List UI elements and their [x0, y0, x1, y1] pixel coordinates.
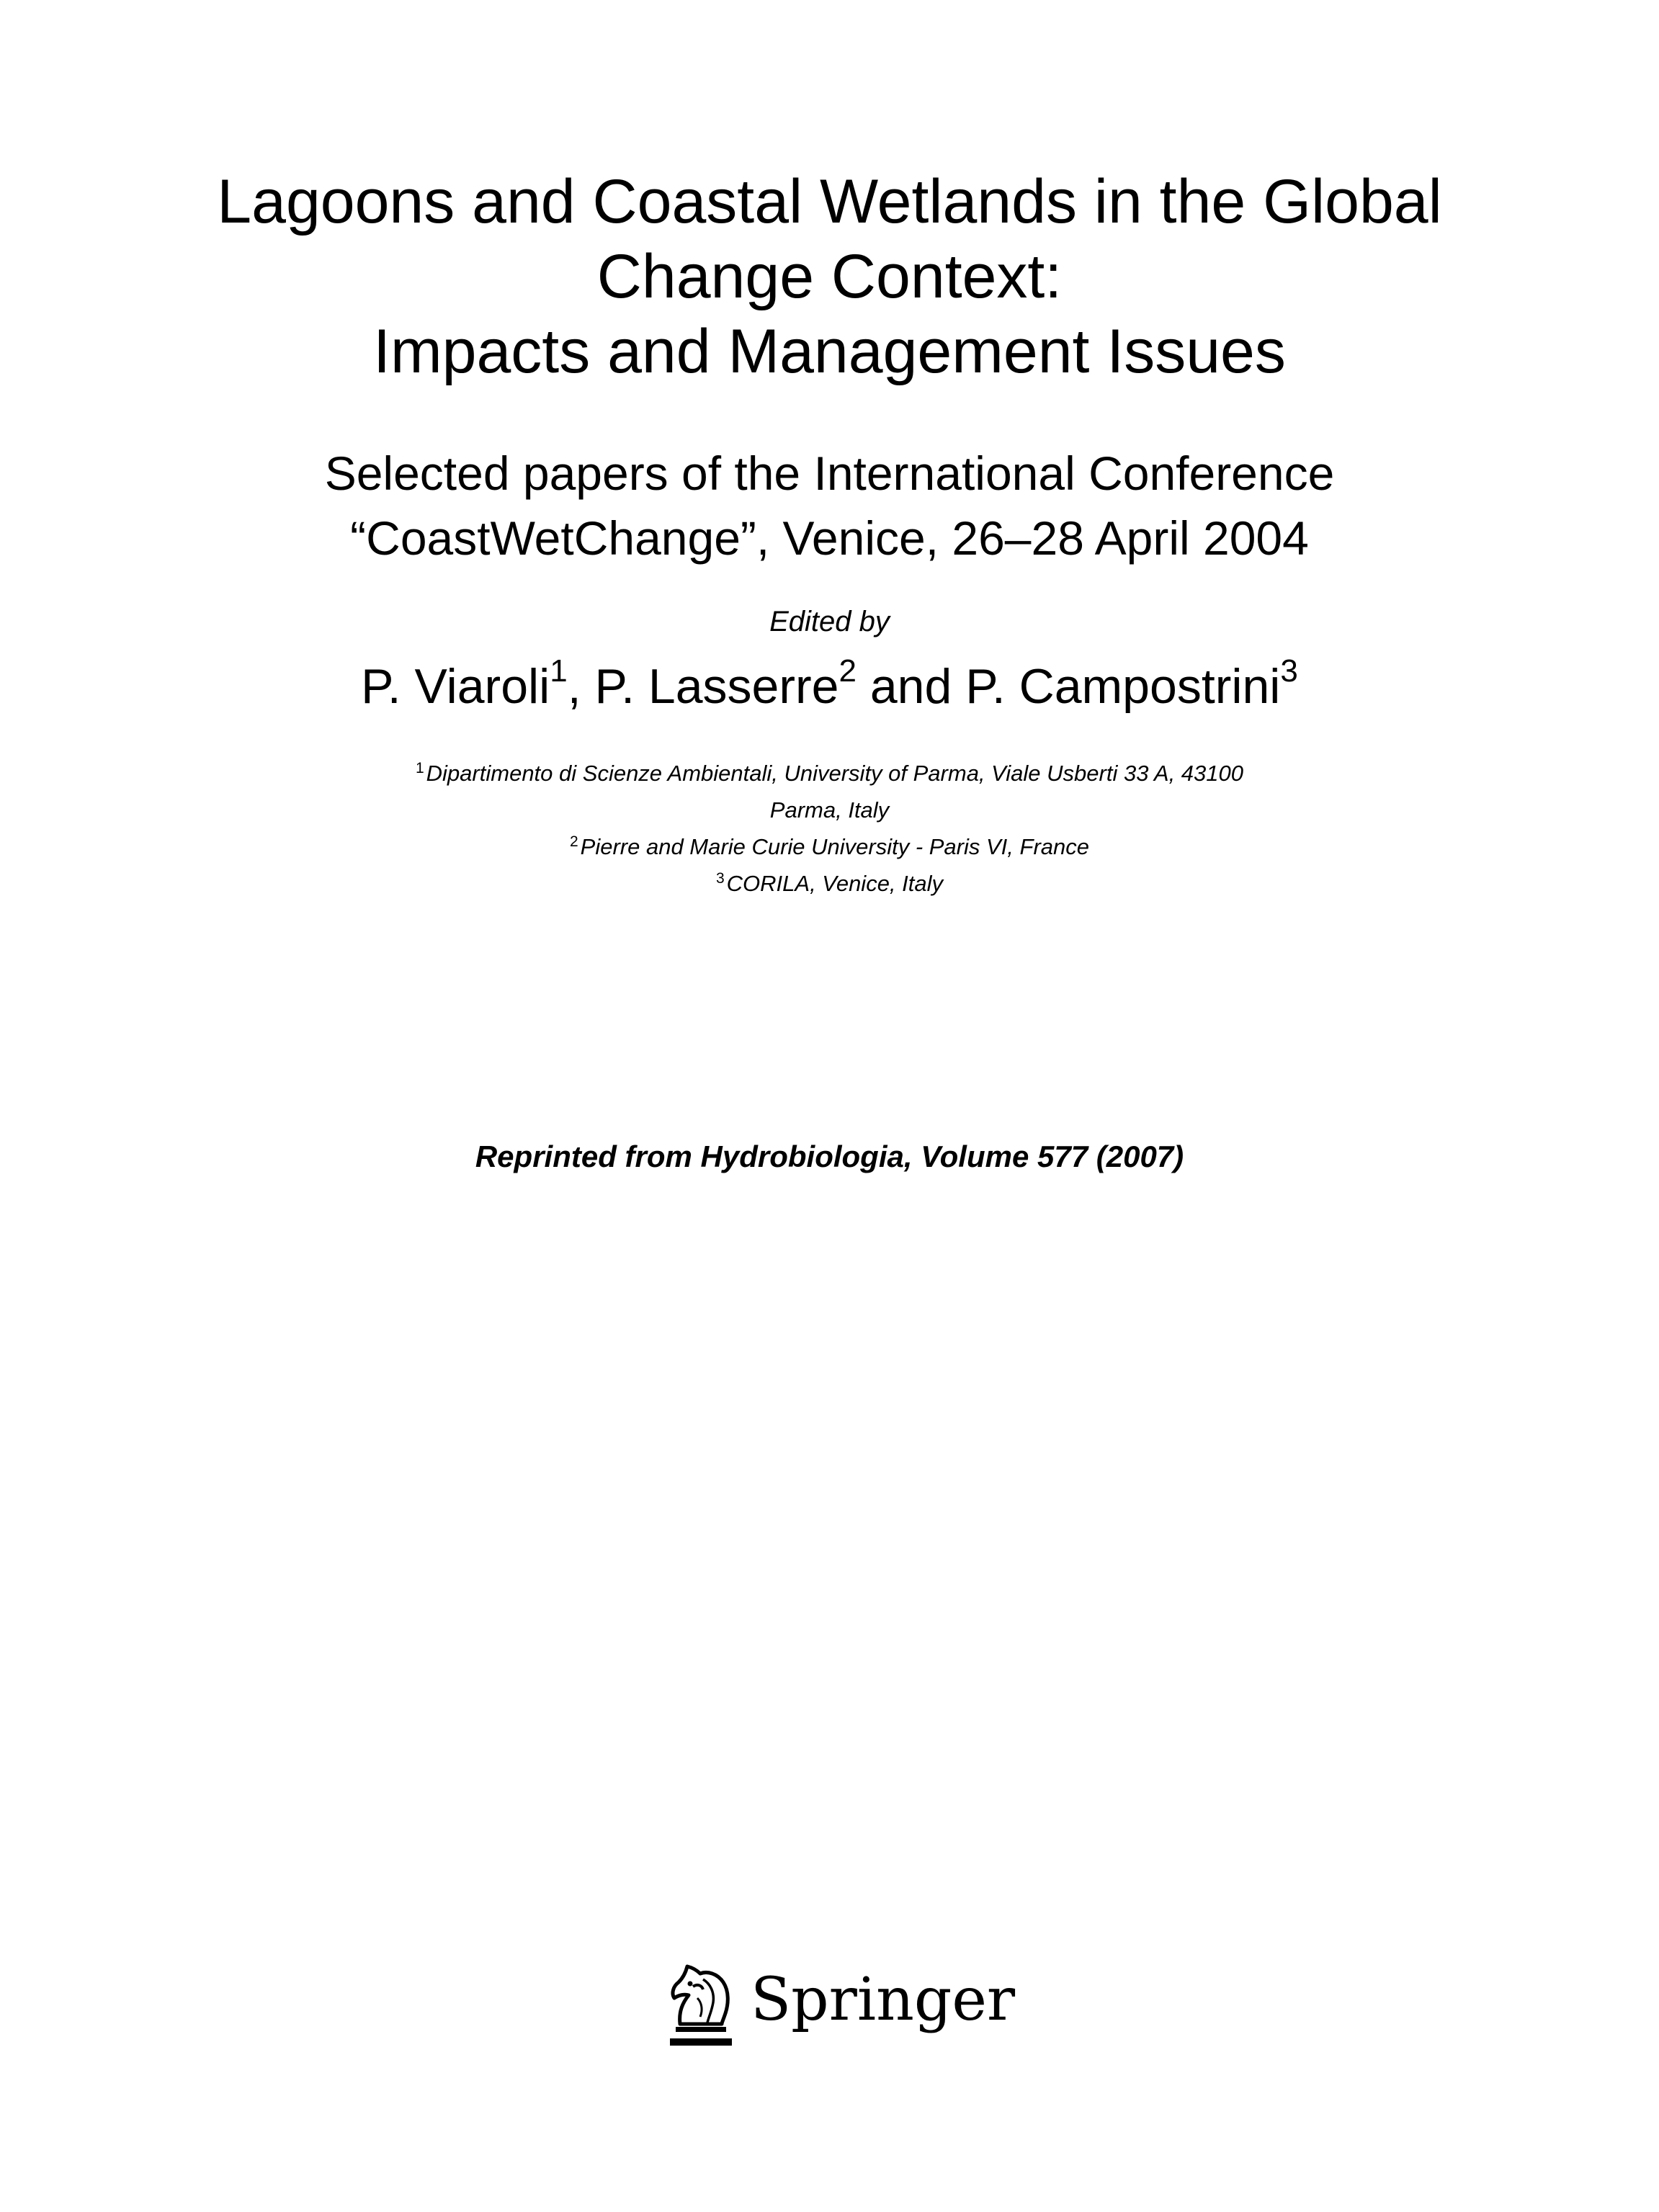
springer-knight-icon [660, 1958, 739, 2050]
book-title-line-3: Impacts and Management Issues [373, 317, 1286, 386]
editor-affiliation-mark: 3 [1280, 653, 1298, 689]
affiliation-mark: 3 [715, 869, 725, 887]
editor-separator: , [567, 659, 581, 714]
editor-affiliation-mark: 1 [550, 653, 568, 689]
affiliation-text: Dipartimento di Scienze Ambientali, University of Parma, Viale Usberti 33 A, 43100 [426, 761, 1244, 786]
editor-name: P. Lasserre [594, 659, 839, 714]
editor-name: P. Campostrini [965, 659, 1281, 714]
book-subtitle [0, 441, 1659, 570]
affiliation-line [0, 755, 1659, 792]
reprint-notice: Reprinted from Hydrobiologia, Volume 577 (2007) [475, 1139, 1184, 1173]
book-subtitle-line-1: Selected papers of the International Conference [324, 447, 1335, 500]
editors-line [0, 654, 1659, 719]
affiliation-line [0, 828, 1659, 865]
book-title [0, 164, 1659, 389]
editor-separator: and [869, 659, 952, 714]
publisher-name: Springer [751, 1966, 1016, 2034]
book-title-line-2: Change Context: [596, 242, 1063, 311]
publisher-imprint [660, 1958, 1016, 2059]
affiliation-text: CORILA, Venice, Italy [726, 871, 944, 896]
affiliations-block [0, 755, 1659, 902]
affiliation-line [0, 792, 1659, 828]
affiliation-mark: 1 [415, 759, 424, 776]
affiliation-mark: 2 [569, 833, 578, 850]
affiliation-line [0, 865, 1659, 902]
book-subtitle-line-2: “CoastWetChange”, Venice, 26–28 April 2004 [350, 511, 1309, 565]
edited-by-label: Edited by [769, 606, 890, 637]
affiliation-text: Parma, Italy [769, 797, 890, 823]
book-title-line-1: Lagoons and Coastal Wetlands in the Global [217, 167, 1442, 236]
editor-affiliation-mark: 2 [839, 653, 857, 689]
affiliation-text: Pierre and Marie Curie University - Paris VI, France [580, 834, 1089, 859]
editor-name: P. Viaroli [361, 659, 550, 714]
